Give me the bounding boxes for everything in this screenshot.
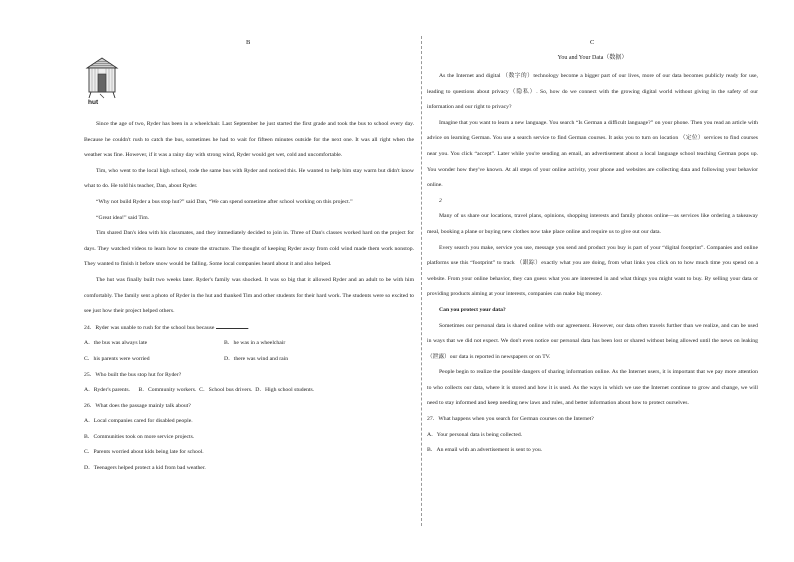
question-25-stem: 25．Who built the bus stop hut for Ryder?	[84, 371, 182, 378]
section-letter-b: B	[246, 39, 251, 46]
passage-c-paragraph-2: Imagine that you want to learn a new language. You search “Is German a difficult language?” on your phone. Then you read an article with advice on learning German. You use a search service to find German courses. It asks you to turn on location （定位）services to find courses near you. You click “accept”. Later while you're sending an email, an advertisement about a local language school teaching German pops up. You wonder how they've known. At all steps of your online activity, your phone and websites are collecting data and following your behavior online.	[427, 119, 758, 189]
question-26-option-a: A．Local companies cared for disabled people.	[84, 418, 193, 425]
question-24-options-row-2	[84, 352, 414, 368]
question-24-option-d: D．there was wind and rain	[224, 355, 289, 362]
passage-b-paragraph-6: The hut was finally built two weeks later. Ryder's family was shocked. It was so big that it allowed Ryder and an adult to be with him comfortably. The family sent a photo of Ryder in the hut and thanked Tim and other students for their hard work. The students were so excited to see just how their project helped others.	[84, 276, 414, 315]
passage-c-body	[427, 69, 758, 459]
answer-blank	[216, 320, 248, 329]
passage-c-heading: Can you protect your data?	[439, 306, 506, 313]
question-27-stem: 27．What happens when you search for German courses on the Internet?	[427, 416, 594, 423]
question-24-option-a: A．the bus was always late	[84, 340, 148, 347]
passage-b-paragraph-3: “Why not build Ryder a bus stop hut?” said Dan, “We can spend sometime after school working on this project.”	[96, 198, 353, 205]
hut-icon	[84, 56, 120, 100]
question-27-option-b: B．An email with an advertisement is sent to you.	[427, 447, 543, 454]
passage-c-paragraph-5: Sometimes our personal data is shared online with our agreement. However, our data often travels further than we realize, and can be used in ways that we did not expect. We don't even notice our personal data has been lost or shared without being allowed until the news on leaking （泄露）our data is reported in newspapers or on TV.	[427, 322, 758, 360]
passage-b-paragraph-5: Tim shared Dan's idea with his classmates, and they immediately decided to join in. Three of Dan's classes worked hard on the project for days. They watched videos to learn how to create the structure. The thought of keeping Ryder away from cold wind made them work nonstop. They wanted to finish it before snow would be falling. Some local companies heard about it and also helped.	[84, 230, 414, 268]
question-24-option-b: B．he was in a wheelchair	[224, 340, 286, 347]
question-26-option-d: D．Teenagers helped protect a kid from bad weather.	[84, 465, 206, 472]
question-27-option-a: A．Your personal data is being collected.	[427, 431, 523, 438]
passage-c-paragraph-6: People begin to realize the possible dangers of sharing information online. As the Internet users, it is important that we pay more attention to who collects our data, where it is stored and how it is used. As the ways in which we use the Internet continue to grow and change, we will need to stay informed and keep needing new laws and rules, and better information about how to protect ourselves.	[427, 369, 758, 407]
passage-b-paragraph-2: Tim, who went to the local high school, rode the same bus with Ryder and noticed this. He wanted to help him stay warm but didn't know what to do. He told his teacher, Dan, about Ryder.	[84, 167, 414, 190]
passage-c-paragraph-4: Every search you make, service you use, message you send and product you buy is part of your “digital footprint”. Companies and online platforms use this “footprint” to track （跟踪）exactly what you are doing, from what links you click on to how much time you spend on a website. From your online behavior, they can guess what you are interested in and what things you might want to buy. By selling your data or providing products aiming at your interests, companies can make big money.	[427, 244, 758, 298]
blank-number: 2	[439, 197, 442, 204]
passage-c-paragraph-1: As the Internet and digital （数字的）technology become a bigger part of our lives, more of our data becomes publicly ready for use, leading to questions about privacy（隐私）. So, how do we connect with the growing digital world without giving in the safety of our information and our right to privacy?	[427, 73, 758, 111]
question-25-options: A．Ryder's parents. B．Community workers. C．School bus drivers. D．High school students.	[84, 387, 315, 394]
question-26-option-c: C．Parents worried about kids being late for school.	[84, 449, 204, 456]
passage-b-body	[84, 117, 414, 477]
question-26-option-b: B．Communities took on more service projects.	[84, 433, 195, 440]
question-26-stem: 26．What does the passage mainly talk about?	[84, 402, 191, 409]
question-24	[84, 320, 414, 337]
question-24-stem: 24．Ryder was unable to rush for the school bus because	[84, 324, 215, 331]
question-24-option-c: C．his parents were worried	[84, 355, 150, 362]
hut-label: hut	[88, 99, 99, 106]
blank-line	[427, 194, 758, 210]
passage-c-title: You and Your Data（数据）	[557, 55, 628, 61]
passage-b-paragraph-1: Since the age of two, Ryder has been in a wheelchair. Last September he just started the first grade and took the bus to school every day. Because he couldn't rush to catch the bus, sometimes he had to wait for fifteen minutes outside for the next one. It was all right when the weather was fine. However, if it was a rainy day with strong wind, Ryder would get wet, cold and uncomfortable.	[84, 121, 414, 159]
question-24-stem-end: .	[247, 324, 250, 331]
section-letter-c: C	[590, 39, 595, 46]
column-divider	[421, 36, 422, 526]
passage-c-paragraph-3: Many of us share our locations, travel plans, opinions, shopping interests and family photos online—as services like ordering a takeaway meal, booking a plane or buying new clothes now take place online and require us to give out our data.	[427, 213, 758, 235]
passage-b-paragraph-4: “Great idea!” said Tim.	[96, 214, 150, 221]
question-24-options-row-1	[84, 336, 414, 352]
